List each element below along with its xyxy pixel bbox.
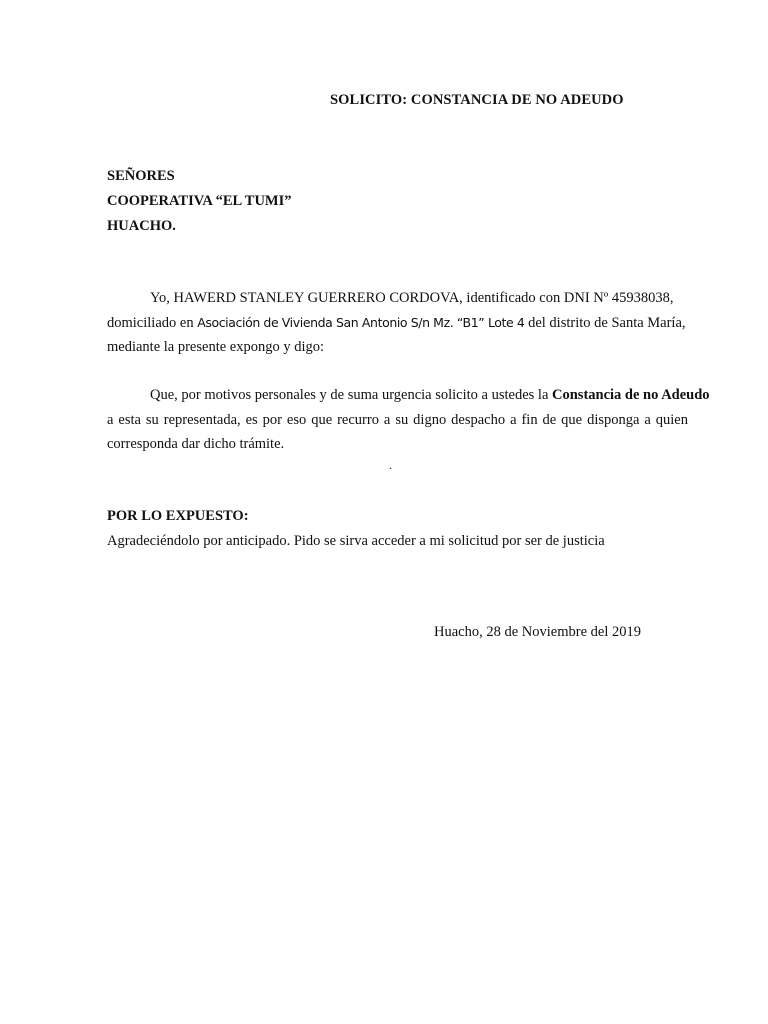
request-line-2: a esta su representada, es por eso que recurro a su digno despacho a fin de que disponga a quien xyxy=(107,411,688,428)
subject-line: SOLICITO: CONSTANCIA DE NO ADEUDO xyxy=(330,92,624,108)
request-paragraph xyxy=(107,383,710,457)
identification-line-2 xyxy=(107,311,688,336)
addressee-line-1: SEÑORES xyxy=(107,168,175,184)
request-line-3: corresponda dar dicho trámite. xyxy=(107,436,285,452)
addressee-block xyxy=(107,164,292,239)
stray-mark: . xyxy=(389,458,392,472)
address-suffix: del distrito de Santa María, xyxy=(524,314,686,331)
identification-line-3: mediante la presente expongo y digo: xyxy=(107,339,325,355)
identification-line-1: Yo, HAWERD STANLEY GUERRERO CORDOVA, identificado con DNI Nº 45938038, xyxy=(150,290,674,306)
address-prefix: domiciliado en xyxy=(107,314,198,331)
addressee-line-2: COOPERATIVA “EL TUMI” xyxy=(107,193,292,209)
identification-paragraph xyxy=(107,286,688,360)
request-document-name: Constancia de no Adeudo xyxy=(552,387,710,403)
request-text: Que, por motivos personales y de suma urgencia solicito a ustedes la xyxy=(150,387,553,403)
closing-heading: POR LO EXPUESTO: xyxy=(107,508,249,524)
address-text: Asociación de Vivienda San Antonio S/n Mz. “B1” Lote 4 xyxy=(197,314,525,330)
closing-text: Agradeciéndolo por anticipado. Pido se sirva acceder a mi solicitud por ser de justicia xyxy=(107,533,605,549)
addressee-line-3: HUACHO. xyxy=(107,218,176,234)
date-line: Huacho, 28 de Noviembre del 2019 xyxy=(434,624,641,640)
request-line-1 xyxy=(107,383,710,408)
